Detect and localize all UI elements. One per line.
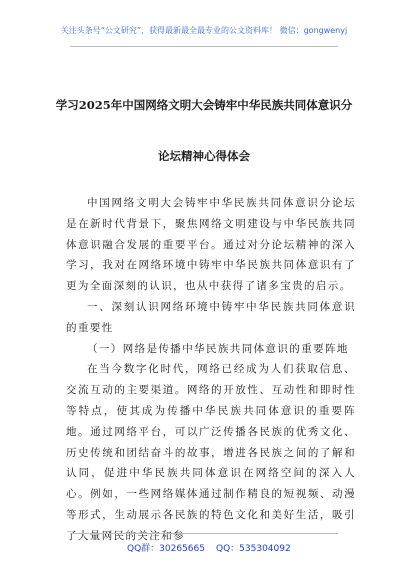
subsection-heading: （一）网络是传播中华民族共同体意识的重要阵地: [87, 342, 349, 355]
document-title-line-2: 论坛精神心得体会: [158, 149, 250, 163]
header-divider: [70, 46, 338, 47]
header-notice: 关注头条号“公文研究”，获得最新最全最专业的公文资料库！ 微信：gongwenyj: [60, 26, 348, 35]
document-body: [66, 193, 356, 547]
page-footer: [0, 533, 408, 580]
page-header: [0, 0, 408, 56]
footer-qq-group: QQ群：30265665: [127, 544, 205, 554]
document-title-line-1: 学习2025年中国网络文明大会铸牢中华民族共同体意识分: [55, 98, 353, 112]
body-paragraph: 在当今数字化时代，网络已经成为人们获取信息、交流互动的主要渠道。网络的开放性、互动性和即时性等特点，使其成为传播中华民族共同体意识的重要阵地。通过网络平台，可以广泛传播各民族的优秀文化、历史传统和团结奋斗的故事，增进各民族之间的了解和认同，促进中华民族共同体意识在网络空间的深入人心。例如，一些网络媒体通过制作精良的短视频、动漫等形式，生动展示各民族的特色文化和美好生活，吸引了大量网民的关注和参: [66, 363, 356, 542]
footer-divider: [70, 533, 338, 534]
section-heading: 一、深刻认识网络环境中铸牢中华民族共同体意识的重要性: [66, 300, 356, 334]
footer-qq-contact: QQ：535304092: [216, 544, 291, 554]
intro-paragraph: 中国网络文明大会铸牢中华民族共同体意识分论坛是在新时代背景下，聚焦网络文明建设与中华民族共同体意识融合发展的重要平台。通过对分论坛精神的深入学习，我对在网络环境中铸牢中华民族共同体意识有了更为全面深刻的认识，也从中获得了诸多宝贵的启示。: [66, 197, 356, 293]
